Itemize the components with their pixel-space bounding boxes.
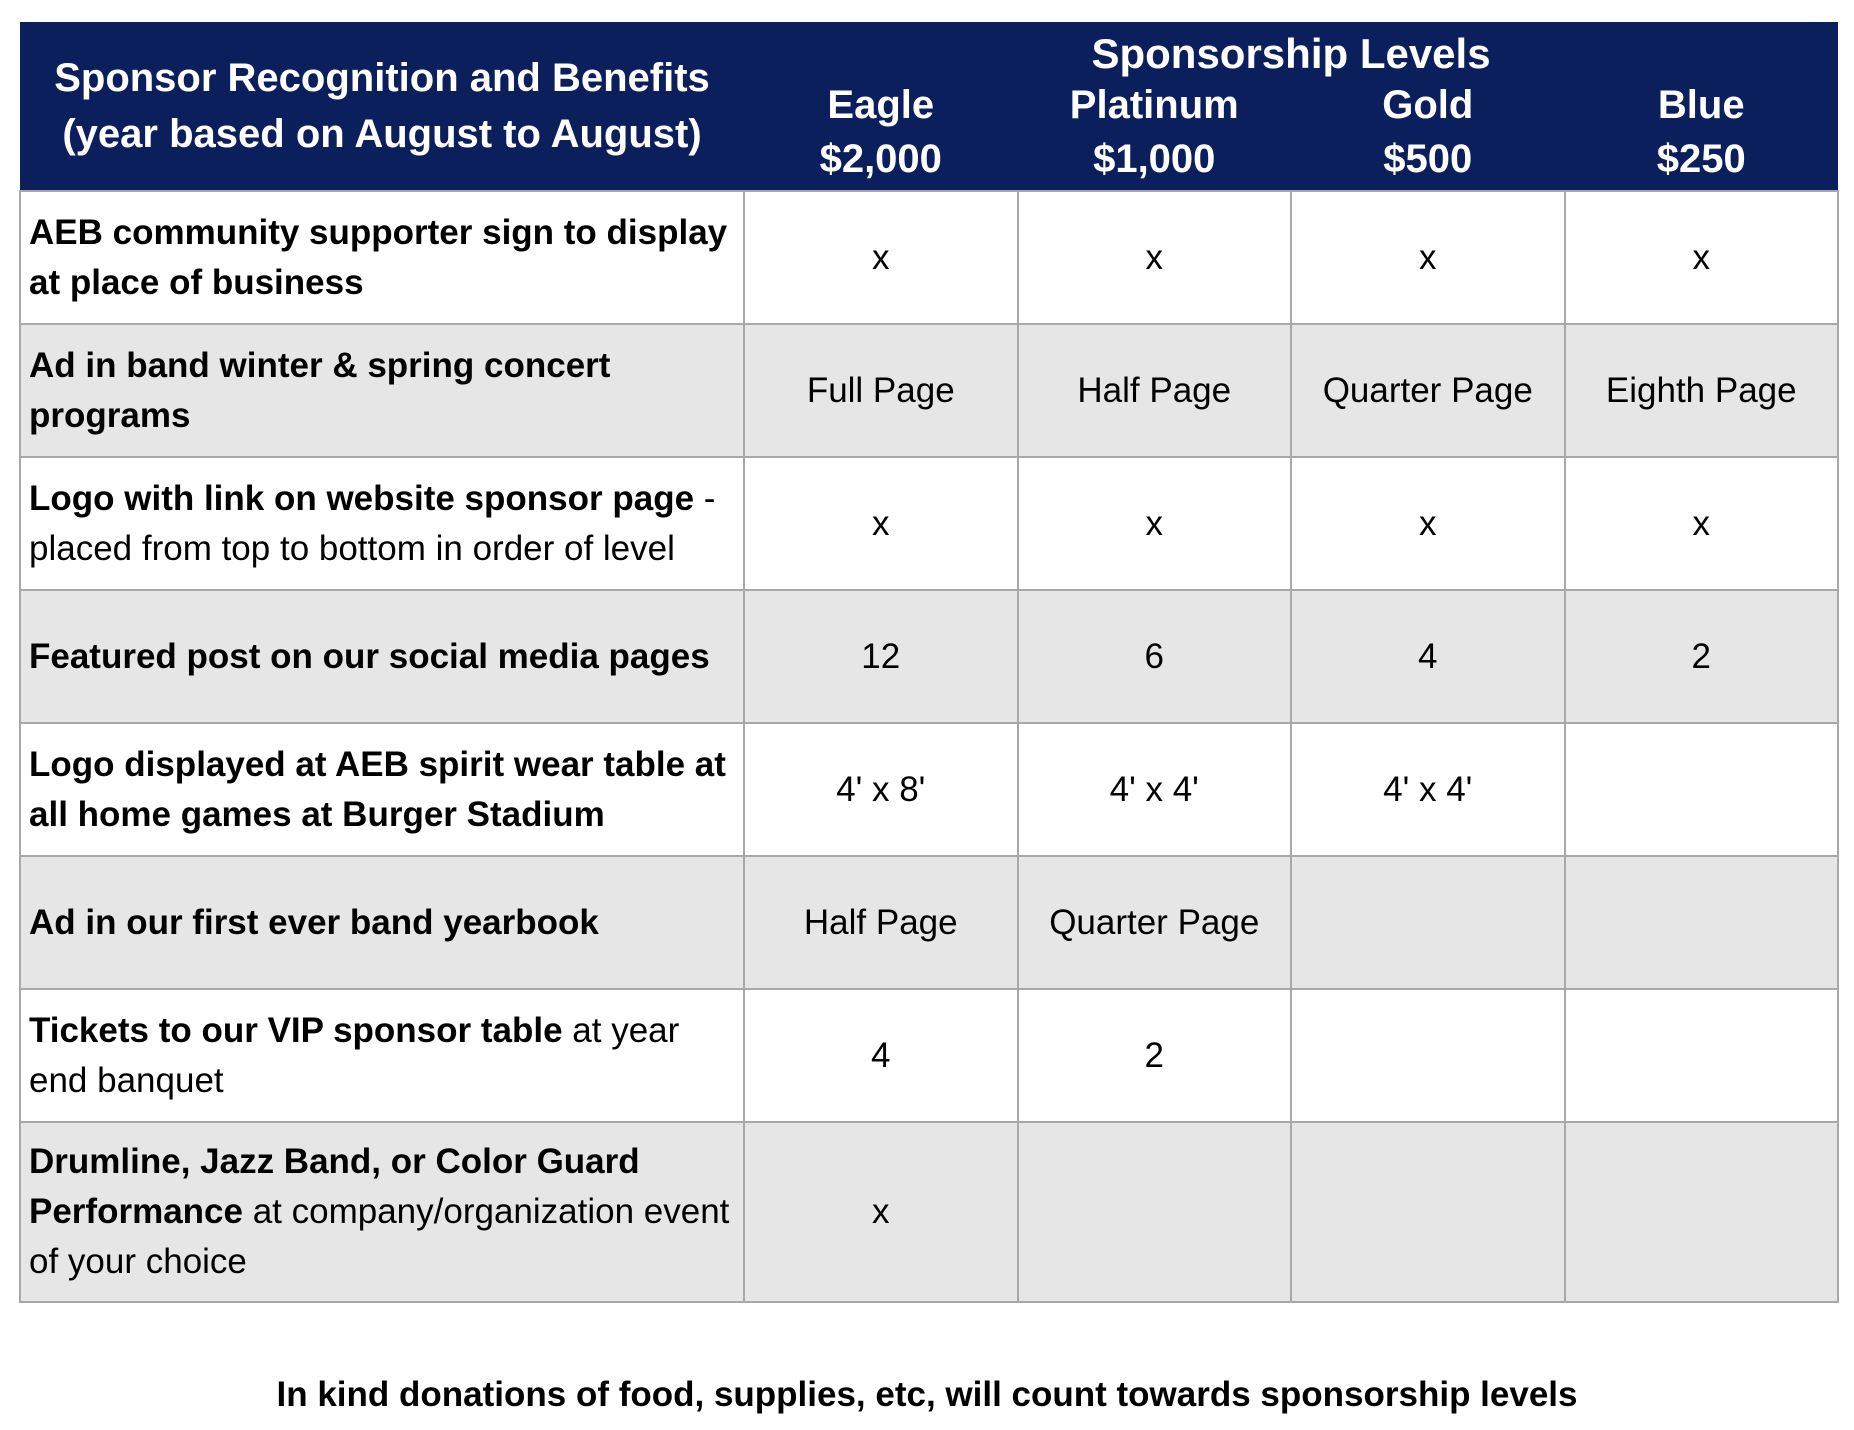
benefit-text: at year end banquet [29, 1010, 680, 1100]
level-cell: x [1018, 191, 1292, 324]
level-name: Blue [1657, 83, 1745, 127]
level-cell: 4' x 4' [1018, 723, 1292, 856]
benefit-text: at company/organization event of your choice [29, 1192, 730, 1281]
benefit-bold-text: Ad in band winter & spring concert programs [29, 345, 611, 435]
table-row [20, 856, 1838, 989]
level-price: $2,000 [819, 137, 942, 181]
table-row [20, 590, 1838, 723]
level-name: Gold [1382, 83, 1474, 127]
benefit-bold-text: Logo with link on website sponsor page [29, 478, 695, 518]
benefits-subtitle: (year based on August to August) [62, 112, 702, 156]
benefit-cell [20, 723, 744, 856]
level-header-gold [1291, 78, 1565, 191]
benefit-cell [20, 989, 744, 1122]
level-cell [1565, 723, 1839, 856]
level-cell: Quarter Page [1018, 856, 1292, 989]
sponsorship-table-container [19, 22, 1837, 1303]
benefit-bold-text: Tickets to our VIP sponsor table [29, 1010, 563, 1050]
table-row [20, 191, 1838, 324]
level-cell [1291, 989, 1565, 1122]
level-header-eagle [744, 78, 1018, 191]
level-cell: x [744, 457, 1018, 590]
benefits-title: Sponsor Recognition and Benefits [54, 56, 710, 100]
level-cell: 12 [744, 590, 1018, 723]
level-price: $500 [1383, 137, 1473, 181]
benefit-cell [20, 191, 744, 324]
sponsorship-levels-title: Sponsorship Levels [744, 22, 1838, 78]
level-cell: Quarter Page [1291, 324, 1565, 457]
benefit-cell [20, 324, 744, 457]
level-price: $250 [1656, 137, 1746, 181]
level-cell: Full Page [744, 324, 1018, 457]
benefit-bold-text: AEB community supporter sign to display at place of business [29, 212, 728, 302]
table-row [20, 457, 1838, 590]
level-name: Platinum [1069, 83, 1239, 127]
level-header-blue [1565, 78, 1839, 191]
header-row-top [20, 22, 1838, 78]
table-row [20, 324, 1838, 457]
level-cell: x [1565, 457, 1839, 590]
benefit-bold-text: Drumline, Jazz Band, or Color Guard Performance [29, 1142, 640, 1231]
benefit-cell [20, 1122, 744, 1302]
level-cell: x [744, 191, 1018, 324]
level-cell: Half Page [1018, 324, 1292, 457]
level-cell: Eighth Page [1565, 324, 1839, 457]
level-cell: 2 [1018, 989, 1292, 1122]
level-cell: 4 [1291, 590, 1565, 723]
table-row [20, 723, 1838, 856]
sponsorship-table [19, 22, 1839, 1303]
level-cell [1565, 856, 1839, 989]
benefit-cell [20, 590, 744, 723]
benefit-text: - placed from top to bottom in order of level [29, 478, 716, 568]
level-cell: x [1018, 457, 1292, 590]
benefit-bold-text: Featured post on our social media pages [29, 636, 710, 676]
footnote: In kind donations of food, supplies, etc, will count towards sponsorship levels [276, 1375, 1578, 1414]
level-cell: Half Page [744, 856, 1018, 989]
level-cell: 2 [1565, 590, 1839, 723]
level-cell: 4' x 4' [1291, 723, 1565, 856]
level-cell [1565, 989, 1839, 1122]
level-cell: 4 [744, 989, 1018, 1122]
level-name: Eagle [827, 83, 935, 127]
benefit-bold-text: Logo displayed at AEB spirit wear table at all home games at Burger Stadium [29, 744, 726, 834]
level-cell: x [744, 1122, 1018, 1302]
table-row [20, 989, 1838, 1122]
level-cell [1018, 1122, 1292, 1302]
level-cell [1291, 856, 1565, 989]
level-cell: 6 [1018, 590, 1292, 723]
level-cell [1565, 1122, 1839, 1302]
table-row [20, 1122, 1838, 1302]
benefit-bold-text: Ad in our first ever band yearbook [29, 902, 599, 942]
benefit-cell [20, 856, 744, 989]
level-cell: 4' x 8' [744, 723, 1018, 856]
level-cell: x [1291, 191, 1565, 324]
level-price: $1,000 [1093, 137, 1216, 181]
benefits-column-header [20, 22, 744, 191]
level-cell: x [1565, 191, 1839, 324]
level-header-platinum [1018, 78, 1292, 191]
level-cell [1291, 1122, 1565, 1302]
benefit-cell [20, 457, 744, 590]
level-cell: x [1291, 457, 1565, 590]
